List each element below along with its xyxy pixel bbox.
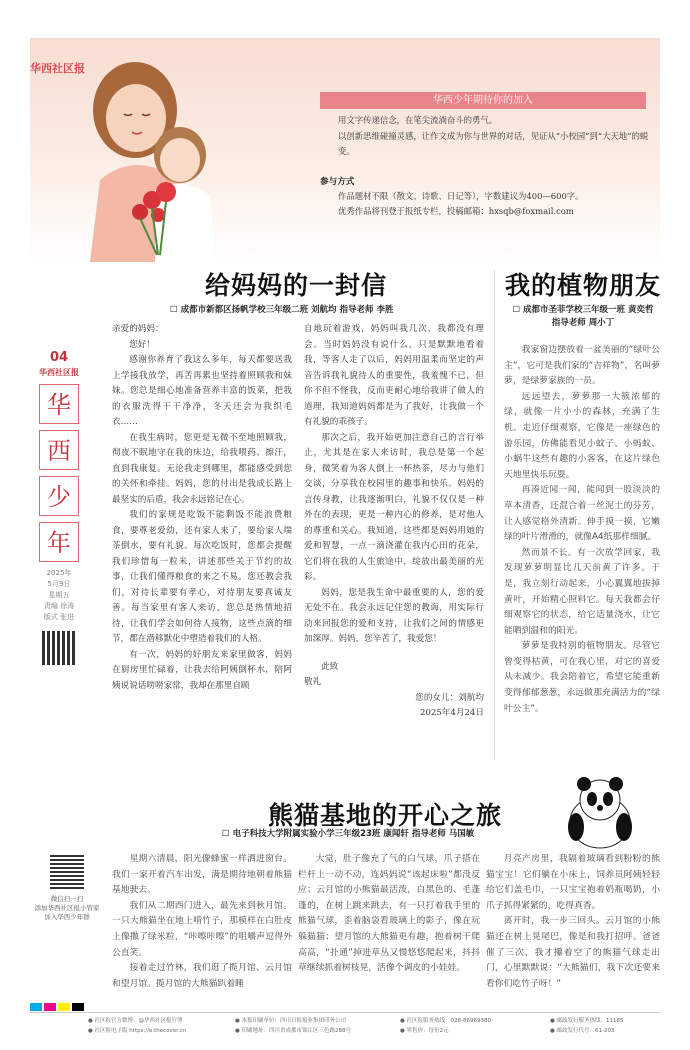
qr-caption-line: 微信扫一扫 bbox=[50, 895, 84, 903]
paragraph: 再凑近闻一闻，能闻到一股淡淡的草本清香，还混合着一丝泥土的芬芳，让人感觉格外清新。伸手摸一摸，它嫩绿的叶片滑滑的，就像A4纸那样细腻。 bbox=[504, 485, 660, 543]
issue-weekday: 星期五 bbox=[48, 591, 70, 599]
article3-column-1 bbox=[112, 852, 292, 992]
issue-year: 2025年 bbox=[46, 569, 72, 577]
paragraph: 敬礼 bbox=[304, 677, 322, 687]
recruit-intro bbox=[338, 113, 654, 160]
publication-name: 华西社区报 bbox=[39, 368, 79, 377]
paragraph: 接着走过竹林，我们逛了揽月馆、云月馆和望月馆。揽月馆的大熊猫趴着睡 bbox=[112, 963, 292, 989]
article1-column-2 bbox=[304, 322, 484, 722]
article3-byline: ☐ 电子科技大学附属实验小学三年级23班 康闻轩 指导老师 马国敏 bbox=[222, 829, 475, 839]
paragraph: 此致 bbox=[321, 661, 339, 672]
footer-item: ● 本报印刷单位：四川日报报业集团印务公司 bbox=[235, 1018, 347, 1024]
paragraph: 然而景不长。有一次放学回家，我发现萝萝明显比几天前黄了许多。于是，我立刻行动起来，小心翼翼地拔掉黄叶，开始精心照料它。每天我都会仔细观察它的状态，给它适量浇水，让它能晒到温和的阳光。 bbox=[504, 547, 660, 636]
article1-title: 给妈妈的一封信 bbox=[205, 271, 388, 300]
qr-code[interactable] bbox=[42, 631, 76, 665]
article3-column-2 bbox=[298, 852, 480, 977]
participate-line: 优秀作品将刊登于报纸专栏，投稿邮箱：hxsqb@foxmail.com bbox=[338, 206, 574, 216]
paragraph: 大觉，肚子像充了气的白气球，爪子搭在栏杆上一动不动，连妈妈说“该起床啦”都没反应；云月馆的小熊猫最活泼，白黑色的、毛蓬蓬的，在树上跳来跳去，有一只打着我手里的熊猫气球，歪着脑袋看玻璃上的影子，像在玩躲猫猫；望月馆的大熊猫更有趣，抱着树干爬高高，“扑通”掉进草丛又慢悠悠爬起来，抖抖草继续抓着树枝晃，活像个调皮的小娃娃。 bbox=[298, 854, 480, 974]
article1-byline: ☐ 成都市新都区扬帆学校三年级二班 刘航均 指导老师 李胜 bbox=[170, 305, 394, 315]
paragraph: 星期六清晨，阳光像蜂蜜一样洒进窗台。我们一家开着汽车出发，满是期待地朝着熊猫基地驶去。 bbox=[112, 854, 292, 896]
footer-item: ● 社区报服务热线：028-86969380 bbox=[400, 1018, 492, 1024]
paragraph: 2025年4月24日 bbox=[419, 708, 484, 718]
participate-line: 作品题材不限（散文、诗歌、日记等），字数建议为400—600字。 bbox=[338, 191, 584, 201]
qr-caption-line: 加入华西少年群 bbox=[44, 913, 90, 921]
column-divider bbox=[494, 270, 495, 760]
article2-byline: ☐ 成都市圣菲学校三年级一班 黄奕哲 指导老师 周小丁 bbox=[512, 305, 654, 328]
paragraph: 我们从二期西门进入，最先来到秋月馆。一只大熊猫坐在地上啃竹子，那模样在白肚皮上像撒了绿米粒，“咔嚓咔嚓”的咀嚼声逗得外公直笑。 bbox=[112, 900, 292, 958]
recruit-line: 用文字传递信念，在笔尖流淌奋斗的勇气。 bbox=[338, 115, 498, 125]
participate-details bbox=[338, 189, 658, 219]
article2-title: 我的植物朋友 bbox=[505, 271, 662, 300]
article3-title: 熊猫基地的开心之旅 bbox=[268, 801, 503, 830]
article2-body bbox=[504, 343, 660, 717]
article1-column-1 bbox=[112, 322, 292, 694]
paragraph: 远远望去，萝萝那一大簇浓郁的绿，就像一片小小的森林，充满了生机。走近仔细观察，它像是一座绿色的游乐园，仿佛能看见小蚊子、小蚂蚁、小蜗牛这些有趣的小客客，在这片绿色天地里快乐玩耍。 bbox=[504, 391, 660, 480]
paragraph: 萝萝是我特别的植物朋友。尽管它曾变得枯黄，可在我心里，对它的喜爱从未减少。我会陪着它，希望它能重新变得郁郁葱葱，永远做那充满活力的“绿叶公主”。 bbox=[504, 641, 660, 714]
page-footer bbox=[30, 1012, 660, 1042]
brand-logo-text: 华西社区报 bbox=[30, 62, 85, 75]
footer-item: ● 社区报官方微博：@华西社区报官博 bbox=[88, 1018, 183, 1024]
editor: 责编 徐涛 bbox=[43, 602, 75, 610]
qr-caption bbox=[34, 895, 100, 922]
paragraph: 我们的家规是吃饭不能剩饭不能浪费粮食，要尊老爱幼，还有家人来了，要给家人端茶倒水，要有礼貌。每次吃饭时，您都会提醒我们珍惜每一粒米，讲述那些关于节约的故事，让我们懂得粮食的来之不易。您还教会我们，对待长辈要有孝心，对待朋友要真诚友善。每当家里有客人来访，您总是热情地招待，让我们学会如何待人接物，这些点滴的细节，都在潜移默化中塑造着我们的人格。 bbox=[112, 510, 292, 644]
footer-item: ● 社区报电子版 https://e.thecover.cn bbox=[88, 1028, 187, 1034]
page-number: 04 bbox=[49, 350, 69, 365]
paragraph: 在我生病时，您更是无微不至地照顾我，彻夜不眠地守在我的床边，给我喂药、擦汗，直到我康复。无论我走到哪里，都能感受到您的关怀和牵挂。妈妈，您的付出是我成长路上最坚实的后盾，我会永远铭记在心。 bbox=[112, 432, 292, 505]
article3-column-3 bbox=[486, 852, 660, 992]
issue-date: 5月9日 bbox=[47, 580, 71, 588]
layout-editor: 版式 张进 bbox=[43, 613, 75, 621]
column-char: 年 bbox=[39, 522, 79, 562]
qr-caption-line: 添加华西社区报小管家 bbox=[34, 904, 100, 912]
participate-heading: 参与方式 bbox=[320, 177, 355, 187]
column-char: 少 bbox=[39, 476, 79, 516]
paragraph: 自地玩着游戏，妈妈叫我几次，我都没有理会。当时妈妈没有说什么，只是默默地看着我，等客人走了以后，妈妈用温柔而坚定的声音告诉我礼貌待人的重要性，我羞愧不已，但你不但不怪我，反而更耐心地给我讲了做人的道理，我知道妈妈都是为了我好，让我做一个有礼貌的乖孩子。 bbox=[304, 324, 484, 427]
footer-item: ● 零售价：每份2元 bbox=[400, 1028, 449, 1034]
footer-item: ● 邮政发行服务热线：11185 bbox=[550, 1018, 624, 1024]
recruit-banner: 华西少年期待你的加入 bbox=[320, 92, 646, 109]
paragraph: 亲爱的妈妈： bbox=[112, 324, 164, 334]
paragraph: 有一次，妈妈的好朋友来家里做客，妈妈在厨房里忙碌着，让我去给阿姨倒杯水，陪阿姨说说话唠唠家常，我却在那里自顾 bbox=[112, 649, 292, 691]
column-char: 华 bbox=[39, 384, 79, 424]
footer-item: ● 邮政发行代号：61-203 bbox=[550, 1028, 615, 1034]
page-sidebar bbox=[30, 350, 88, 690]
paragraph: 离开时，我一步三回头。云月馆的小熊猫还在树上晃尾巴，像是和我打招呼。爸爸催了三次，我才攥着空了的熊猫气球走出门，心里默默说：“大熊猫们，我下次还要来看你们吃竹子呀！” bbox=[486, 916, 660, 989]
paragraph: 感谢你养育了我这么多年，每天都要送我上学接我放学，再苦再累也坚持着照顾我和妹妹。您总是细心地准备营养丰富的饭菜，把我的衣服洗得干干净净，冬天还会为我织毛衣…… bbox=[112, 355, 292, 427]
paragraph: 月亮产房里，我隔着玻璃看到粉粉的熊猫宝宝！它们躺在小床上，饲养员阿姨轻轻给它们盖毛巾，一只宝宝抱着奶瓶喝奶，小爪子抓得紧紧的，吃得真香。 bbox=[486, 854, 660, 911]
paragraph: 我家窗边摆放着一盆美丽的“绿叶公主”，它可是我们家的“吉祥物”，名叫萝萝，是绿萝家族的一员。 bbox=[504, 345, 660, 387]
recruit-line: 以创新思维碰撞灵感，让作文成为你与世界的对话，见证从“小校园”到“大天地”的蜕变。 bbox=[338, 130, 649, 156]
paragraph: 您的女儿：刘航均 bbox=[415, 692, 484, 703]
issue-meta bbox=[30, 568, 88, 623]
paragraph: 妈妈，您是我生命中最重要的人，您的爱无处不在。我会永远记住您的教诲，用实际行动来回报您的爱和支持，让我们之间的情感更加深厚。妈妈，您辛苦了，我爱您！ bbox=[304, 587, 484, 644]
column-char: 西 bbox=[39, 430, 79, 470]
paragraph: 您好！ bbox=[129, 339, 155, 350]
panda-illustration bbox=[560, 772, 640, 850]
wechat-qr-code[interactable] bbox=[50, 855, 84, 889]
paragraph: 那次之后，我开始更加注意自己的言行举止，尤其是在家人来访时，我总是第一个起身，微笑着为客人倒上一杯热茶，尽力与他们交谈，分享我在校园里的趣事和快乐。妈妈的言传身教，让我逐渐明白，礼貌不仅仅是一种外在的表现，更是一种内心的修养，是对他人的尊重和关心。我知道，这些都是妈妈用她的爱和智慧，一点一滴浇灌在我内心田的花朵，它们将在我的人生旅途中，绽放出最美丽的光彩。 bbox=[304, 432, 484, 582]
footer-item: ● 印刷地址：四川省成都市锦江区三色路288号 bbox=[235, 1028, 352, 1034]
